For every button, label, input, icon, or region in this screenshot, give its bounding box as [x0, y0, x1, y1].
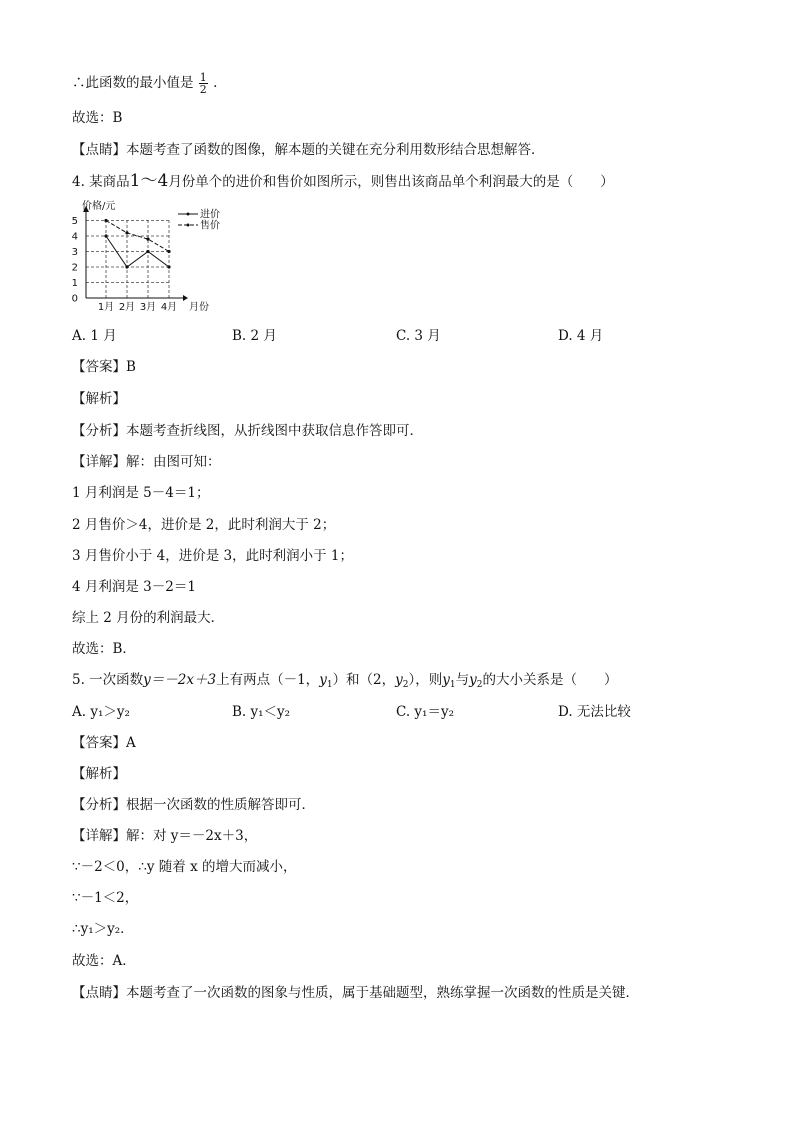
q4-step-1: 1 月利润是 5－4＝1；: [72, 485, 210, 501]
q4-step-3: 3 月售价小于 4，进价是 3，此时利润小于 1；: [72, 548, 354, 564]
q5-stem-mid: 上有两点（－1，: [216, 672, 320, 688]
min-value-prefix: ∴此函数的最小值是: [72, 75, 194, 91]
q4-jiexi: 【解析】: [72, 391, 126, 407]
y-tick-label: 0: [71, 293, 78, 305]
q4-stem-suffix: 月份单个的进价和售价如图所示，则售出该商品单个利润最大的是（ ）: [168, 174, 614, 190]
x-tick-label: 3月: [139, 302, 157, 313]
q5-step-3: ∴y₁＞y₂．: [72, 921, 134, 937]
q5-option-a: A. y₁＞y₂: [72, 704, 130, 720]
price-line-chart: [60, 200, 220, 315]
q5-sub1-a: 1: [326, 680, 333, 690]
q5-jiexi: 【解析】: [72, 766, 126, 782]
q5-sub2-a: 2: [402, 680, 409, 690]
q5-step-4: 故选：A．: [72, 953, 136, 969]
legend-marker-2: [187, 224, 190, 227]
min-value-line: [72, 72, 217, 95]
q4-option-a: A. 1 月: [72, 328, 117, 344]
fraction-denominator: 2: [199, 83, 207, 96]
q4-option-d: D. 4 月: [558, 328, 604, 344]
q4-step-6: 故选：B．: [72, 641, 136, 657]
q5-option-d: D. 无法比较: [558, 704, 631, 720]
q5-option-b: B. y₁＜y₂: [232, 704, 291, 720]
y-tick-label: 1: [71, 278, 78, 289]
q4-step-4: 4 月利润是 3－2＝1: [72, 579, 196, 595]
q5-stem-suffix: 的大小关系是（ ）: [482, 672, 618, 688]
q5-step-2: ∵－1＜2，: [72, 890, 139, 906]
series-1-point: [104, 234, 107, 237]
q5-y2-b: y: [469, 672, 477, 688]
series-2-point: [146, 238, 149, 241]
x-axis-label: 月份: [189, 302, 209, 313]
q5-stem-prefix: 5. 一次函数: [72, 672, 144, 688]
fraction-numerator: 1: [199, 71, 207, 84]
q4-stem: [72, 171, 614, 192]
q5-xiangjie: 【详解】解：对 y＝－2x＋3，: [72, 828, 258, 844]
q4-stem-range: 1～4: [129, 171, 169, 191]
q5-option-c: C. y₁＝y₂: [396, 704, 455, 720]
series-2-point: [125, 231, 128, 234]
q5-step-1: ∵－2＜0，∴y 随着 x 的增大而减小，: [72, 859, 297, 875]
choose-b-line-1: 故选：B: [72, 110, 123, 126]
fraction-one-half: [199, 72, 208, 95]
legend-label-1: 进价: [200, 209, 220, 221]
q4-option-b: B. 2 月: [232, 328, 277, 344]
q4-step-5: 综上 2 月份的利润最大．: [72, 610, 225, 626]
q5-y1-a: y: [319, 672, 327, 688]
q5-stem-mid4: 与: [455, 672, 470, 688]
legend-label-2: 售价: [200, 220, 220, 232]
q4-step-2: 2 月售价＞4，进价是 2，此时利润大于 2；: [72, 517, 336, 533]
q5-dianjing: 【点睛】本题考查了一次函数的图象与性质，属于基础题型，熟练掌握一次函数的性质是关键．: [72, 985, 639, 1001]
series-2-point: [167, 250, 170, 253]
dianjing-1: 【点睛】本题考查了函数的图像，解本题的关键在充分利用数形结合思想解答．: [72, 142, 545, 158]
q5-stem: [72, 670, 618, 695]
q5-y2-a: y: [395, 672, 403, 688]
q5-fenxi: 【分析】根据一次函数的性质解答即可．: [72, 797, 315, 813]
q4-stem-prefix: 4. 某商品: [72, 174, 130, 190]
q5-stem-func: y＝－2x＋3: [143, 672, 217, 688]
x-axis-arrow: [183, 295, 188, 301]
series-1-point: [146, 250, 149, 253]
q5-sub1-b: 1: [449, 680, 456, 690]
x-tick-label: 4月: [160, 302, 178, 313]
x-tick-label: 1月: [97, 302, 115, 313]
series-1-point: [167, 265, 170, 268]
y-tick-label: 4: [71, 231, 78, 243]
series-1-point: [125, 265, 128, 268]
legend-marker-1: [187, 213, 190, 216]
q5-answer: 【答案】A: [72, 735, 136, 751]
min-value-suffix: .: [213, 75, 218, 91]
q5-sub2-b: 2: [476, 680, 483, 690]
series-2-point: [104, 219, 107, 222]
q4-xiangjie: 【详解】解：由图可知：: [72, 454, 221, 470]
q5-y1-b: y: [442, 672, 450, 688]
q4-answer: 【答案】B: [72, 359, 136, 375]
q4-option-c: C. 3 月: [396, 328, 441, 344]
y-tick-label: 2: [71, 262, 78, 274]
q5-stem-mid2: ）和（2，: [332, 672, 396, 688]
y-axis-label: 价格/元: [82, 201, 116, 212]
y-tick-label: 5: [71, 216, 78, 227]
q4-fenxi: 【分析】本题考查折线图，从折线图中获取信息作答即可．: [72, 423, 423, 439]
x-tick-label: 2月: [118, 302, 136, 313]
y-tick-label: 3: [71, 247, 78, 258]
q5-stem-mid3: ），则: [408, 672, 443, 688]
